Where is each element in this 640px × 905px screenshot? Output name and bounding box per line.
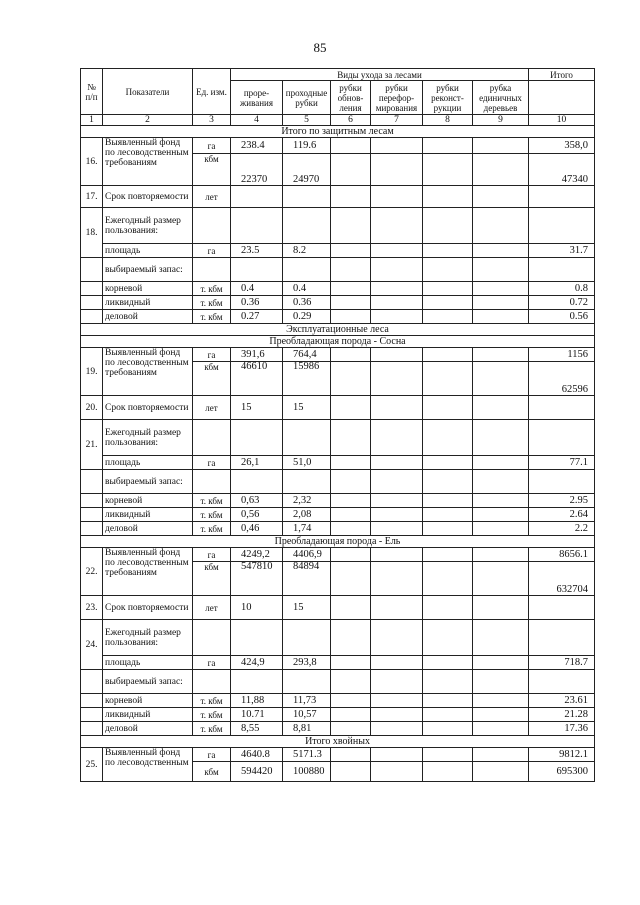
total: 0.8 (529, 282, 595, 296)
total: 21.28 (529, 708, 595, 722)
total: 632704 (529, 562, 595, 596)
row-label: ликвидный (103, 708, 193, 722)
unit: т. кбм (193, 694, 231, 708)
row-label: деловой (103, 722, 193, 736)
value: 8,55 (231, 722, 283, 736)
page-number: 85 (313, 40, 327, 55)
row-label: площадь (103, 656, 193, 670)
row-number: 19. (81, 348, 103, 396)
total: 358,0 (529, 138, 595, 154)
unit: кбм (193, 362, 231, 396)
unit: га (193, 548, 231, 562)
value: 10 (231, 596, 283, 620)
row-label: выбираемый запас: (103, 670, 193, 694)
row-label: корневой (103, 282, 193, 296)
row-number: 17. (81, 186, 103, 208)
row-label: Выявленный фонд по лесоводственным требованиям (103, 138, 193, 186)
row-label: Выявленный фонд по лесоводственным требованиям (103, 548, 193, 596)
unit: т. кбм (193, 508, 231, 522)
value: 10.71 (231, 708, 283, 722)
value: 8.2 (283, 244, 331, 258)
value: 15 (283, 396, 331, 420)
value: 8,81 (283, 722, 331, 736)
total: 17.36 (529, 722, 595, 736)
value: 2,32 (283, 494, 331, 508)
unit: лет (193, 396, 231, 420)
value: 0.4 (283, 282, 331, 296)
value: 0.29 (283, 310, 331, 324)
total: 2.95 (529, 494, 595, 508)
header-sub: рубка единичных деревьев (473, 81, 529, 115)
row-label: Выявленный фонд по лесоводственным требованиям (103, 348, 193, 396)
value: 22370 (231, 154, 283, 186)
header-sub: рубки реконст- рукции (423, 81, 473, 115)
header-sub: проре- живания (231, 81, 283, 115)
header-indicators: Показатели (103, 69, 193, 115)
unit: т. кбм (193, 296, 231, 310)
section-heading: Эксплуатационные леса (81, 324, 595, 336)
row-number: 16. (81, 138, 103, 186)
row-label: деловой (103, 310, 193, 324)
unit: га (193, 244, 231, 258)
unit: т. кбм (193, 722, 231, 736)
value: 11,88 (231, 694, 283, 708)
row-label: Ежегодный размер пользования: (103, 620, 193, 656)
unit: га (193, 748, 231, 762)
value: 119.6 (283, 138, 331, 154)
value: 764,4 (283, 348, 331, 362)
row-label: корневой (103, 694, 193, 708)
unit: лет (193, 186, 231, 208)
total: 47340 (529, 154, 595, 186)
value: 391,6 (231, 348, 283, 362)
total: 23.61 (529, 694, 595, 708)
unit: т. кбм (193, 310, 231, 324)
value: 24970 (283, 154, 331, 186)
row-label: Ежегодный размер пользования: (103, 420, 193, 456)
col-index: 1 (81, 115, 103, 126)
row-label: деловой (103, 522, 193, 536)
value: 51,0 (283, 456, 331, 470)
col-index: 3 (193, 115, 231, 126)
forest-care-table (80, 68, 595, 782)
unit: кбм (193, 562, 231, 596)
value: 2,08 (283, 508, 331, 522)
section-heading: Преобладающая порода - Ель (81, 536, 595, 548)
header-sub: рубки обнов- ления (331, 81, 371, 115)
total: 695300 (529, 762, 595, 782)
row-label: Ежегодный размер пользования: (103, 208, 193, 244)
row-label: корневой (103, 494, 193, 508)
row-label: площадь (103, 456, 193, 470)
unit: т. кбм (193, 708, 231, 722)
value: 5171.3 (283, 748, 331, 762)
total: 8656.1 (529, 548, 595, 562)
total: 0.72 (529, 296, 595, 310)
unit: т. кбм (193, 522, 231, 536)
section-heading: Преобладающая порода - Сосна (81, 336, 595, 348)
value: 4406,9 (283, 548, 331, 562)
value: 0.36 (231, 296, 283, 310)
total: 718.7 (529, 656, 595, 670)
total: 1156 (529, 348, 595, 362)
row-label: Срок повторяемости (103, 186, 193, 208)
unit: га (193, 456, 231, 470)
value: 238.4 (231, 138, 283, 154)
header-unit: Ед. изм. (193, 69, 231, 115)
section-heading: Итого по защитным лесам (81, 126, 595, 138)
col-index: 4 (231, 115, 283, 126)
row-number: 25. (81, 748, 103, 782)
total: 2.64 (529, 508, 595, 522)
row-label: выбираемый запас: (103, 258, 193, 282)
header-sub: проходные рубки (283, 81, 331, 115)
row-label: выбираемый запас: (103, 470, 193, 494)
unit: т. кбм (193, 282, 231, 296)
value: 15 (231, 396, 283, 420)
row-label: Выявленный фонд по лесоводственным (103, 748, 193, 782)
value: 0,63 (231, 494, 283, 508)
value: 0,56 (231, 508, 283, 522)
total: 2.2 (529, 522, 595, 536)
col-index: 6 (331, 115, 371, 126)
value: 594420 (231, 762, 283, 782)
total: 62596 (529, 362, 595, 396)
total: 77.1 (529, 456, 595, 470)
col-index: 2 (103, 115, 193, 126)
value: 424,9 (231, 656, 283, 670)
value: 46610 (231, 362, 283, 396)
col-index: 10 (529, 115, 595, 126)
value: 0.27 (231, 310, 283, 324)
col-index: 8 (423, 115, 473, 126)
row-label: площадь (103, 244, 193, 258)
unit: т. кбм (193, 494, 231, 508)
row-number: 24. (81, 620, 103, 670)
total: 9812.1 (529, 748, 595, 762)
value: 1,74 (283, 522, 331, 536)
row-label: ликвидный (103, 508, 193, 522)
header-group-title: Виды ухода за лесами (231, 69, 529, 81)
section-heading: Итого хвойных (81, 736, 595, 748)
unit: га (193, 138, 231, 154)
col-index: 5 (283, 115, 331, 126)
row-label: ликвидный (103, 296, 193, 310)
col-index: 7 (371, 115, 423, 126)
header-total: Итого (529, 69, 595, 81)
value: 11,73 (283, 694, 331, 708)
value: 4249,2 (231, 548, 283, 562)
row-label: Срок повторяемости (103, 396, 193, 420)
unit: га (193, 656, 231, 670)
value: 15986 (283, 362, 331, 396)
unit: га (193, 348, 231, 362)
value: 293,8 (283, 656, 331, 670)
value: 0,46 (231, 522, 283, 536)
value: 26,1 (231, 456, 283, 470)
row-number: 22. (81, 548, 103, 596)
value: 4640.8 (231, 748, 283, 762)
row-number: 20. (81, 396, 103, 420)
value: 547810 (231, 562, 283, 596)
value: 15 (283, 596, 331, 620)
total: 0.56 (529, 310, 595, 324)
unit: кбм (193, 154, 231, 186)
row-number: 21. (81, 420, 103, 470)
row-number: 18. (81, 208, 103, 258)
header-sub: рубки перефор- мирования (371, 81, 423, 115)
col-index: 9 (473, 115, 529, 126)
value: 0.4 (231, 282, 283, 296)
header-num: № п/п (81, 69, 103, 115)
value: 84894 (283, 562, 331, 596)
value: 100880 (283, 762, 331, 782)
row-number: 23. (81, 596, 103, 620)
value: 10,57 (283, 708, 331, 722)
unit: кбм (193, 762, 231, 782)
value: 23.5 (231, 244, 283, 258)
unit: лет (193, 596, 231, 620)
total: 31.7 (529, 244, 595, 258)
value: 0.36 (283, 296, 331, 310)
row-label: Срок повторяемости (103, 596, 193, 620)
